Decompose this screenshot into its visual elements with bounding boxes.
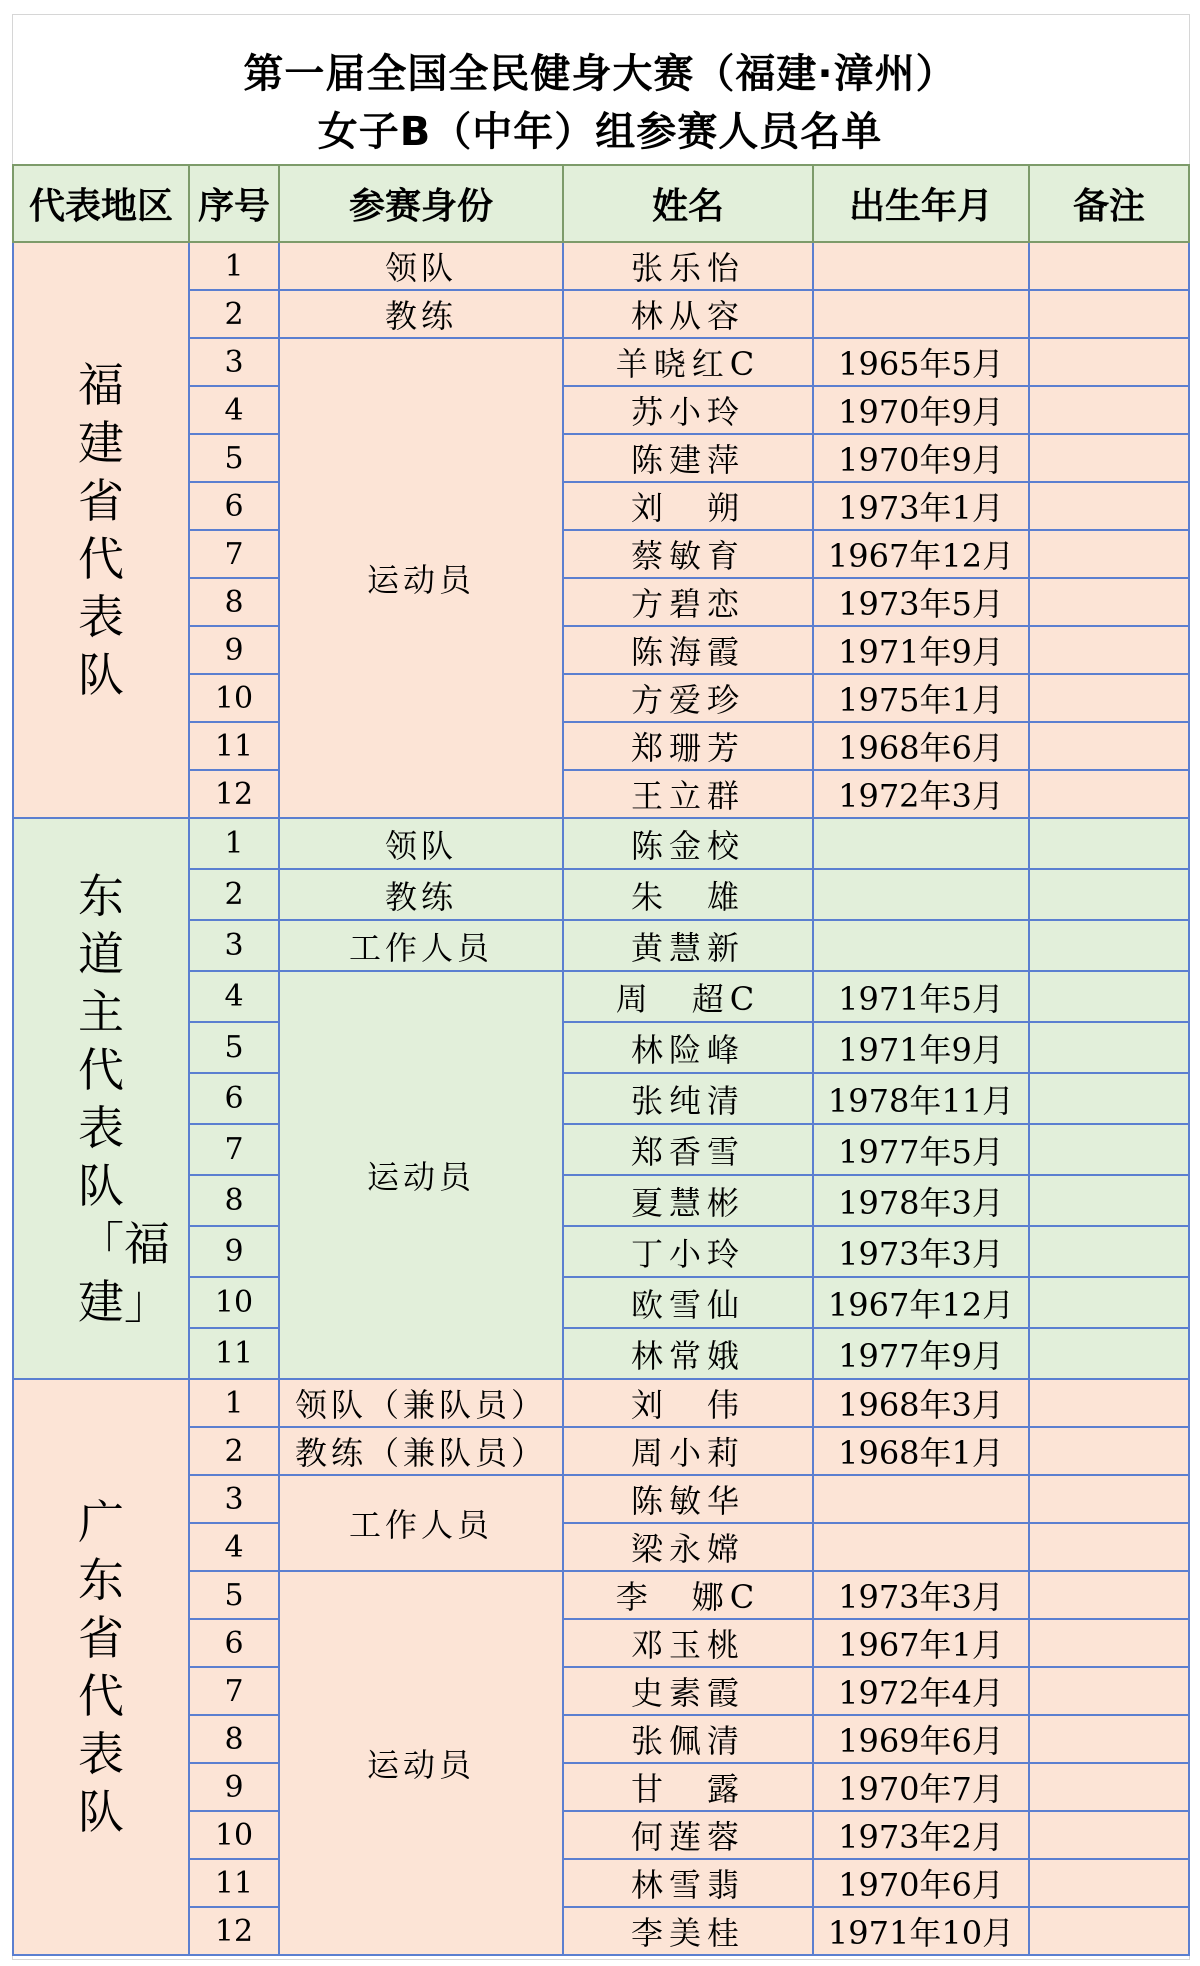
note-cell[interactable] <box>1029 1907 1189 1955</box>
role-cell[interactable]: 领队 <box>279 242 563 290</box>
role-cell[interactable]: 工作人员 <box>279 1475 563 1571</box>
no-cell[interactable]: 6 <box>189 1073 279 1124</box>
name-cell[interactable]: 林常娥 <box>563 1328 813 1379</box>
birth-cell[interactable]: 1968年6月 <box>813 722 1029 770</box>
name-cell[interactable]: 邓玉桃 <box>563 1619 813 1667</box>
note-cell[interactable] <box>1029 530 1189 578</box>
note-cell[interactable] <box>1029 1667 1189 1715</box>
role-cell[interactable]: 教练（兼队员） <box>279 1427 563 1475</box>
table-row <box>13 1571 1189 1619</box>
name-cell[interactable]: 陈金校 <box>563 818 813 869</box>
name-cell[interactable]: 方碧恋 <box>563 578 813 626</box>
no-cell[interactable]: 9 <box>189 1226 279 1277</box>
table-row <box>13 1763 1189 1811</box>
note-cell[interactable] <box>1029 1427 1189 1475</box>
name-cell[interactable]: 丁小玲 <box>563 1226 813 1277</box>
birth-cell[interactable]: 1973年3月 <box>813 1226 1029 1277</box>
role-cell[interactable]: 运动员 <box>279 338 563 818</box>
name-cell[interactable]: 苏小玲 <box>563 386 813 434</box>
header-note[interactable]: 备注 <box>1029 165 1189 242</box>
title-line-1: 第一届全国全民健身大赛（福建·漳州） <box>243 51 957 97</box>
note-cell[interactable] <box>1029 920 1189 971</box>
table-row <box>13 482 1189 530</box>
table-row <box>13 1124 1189 1175</box>
table-row <box>13 1427 1189 1475</box>
region-cell[interactable]: 东道主代表队「福建」 <box>13 818 189 1379</box>
birth-cell[interactable]: 1977年9月 <box>813 1328 1029 1379</box>
name-cell[interactable]: 欧雪仙 <box>563 1277 813 1328</box>
birth-cell[interactable] <box>813 1475 1029 1523</box>
header-name[interactable]: 姓名 <box>563 165 813 242</box>
birth-cell[interactable]: 1971年9月 <box>813 1022 1029 1073</box>
table-row <box>13 1475 1189 1523</box>
note-cell[interactable] <box>1029 1811 1189 1859</box>
birth-cell[interactable]: 1970年9月 <box>813 386 1029 434</box>
name-cell[interactable]: 林雪翡 <box>563 1859 813 1907</box>
no-cell[interactable]: 1 <box>189 818 279 869</box>
name-cell[interactable]: 王立群 <box>563 770 813 818</box>
note-cell[interactable] <box>1029 290 1189 338</box>
birth-cell[interactable] <box>813 242 1029 290</box>
birth-cell[interactable]: 1972年3月 <box>813 770 1029 818</box>
no-cell[interactable]: 12 <box>189 1907 279 1955</box>
table-row <box>13 530 1189 578</box>
birth-cell[interactable]: 1971年10月 <box>813 1907 1029 1955</box>
note-cell[interactable] <box>1029 770 1189 818</box>
region-cell[interactable]: 福建省代表队 <box>13 242 189 818</box>
table-row <box>13 1328 1189 1379</box>
table-row <box>13 971 1189 1022</box>
note-cell[interactable] <box>1029 242 1189 290</box>
no-cell[interactable]: 9 <box>189 626 279 674</box>
no-cell[interactable]: 10 <box>189 674 279 722</box>
note-cell[interactable] <box>1029 1571 1189 1619</box>
header-no[interactable]: 序号 <box>189 165 279 242</box>
note-cell[interactable] <box>1029 1226 1189 1277</box>
name-cell[interactable]: 史素霞 <box>563 1667 813 1715</box>
name-cell[interactable]: 羊晓红C <box>563 338 813 386</box>
table-row <box>13 290 1189 338</box>
no-cell[interactable]: 4 <box>189 386 279 434</box>
header-role[interactable]: 参赛身份 <box>279 165 563 242</box>
birth-cell[interactable]: 1973年1月 <box>813 482 1029 530</box>
no-cell[interactable]: 6 <box>189 482 279 530</box>
birth-cell[interactable]: 1972年4月 <box>813 1667 1029 1715</box>
name-cell[interactable]: 陈建萍 <box>563 434 813 482</box>
no-cell[interactable]: 7 <box>189 530 279 578</box>
birth-cell[interactable] <box>813 920 1029 971</box>
note-cell[interactable] <box>1029 869 1189 920</box>
name-cell[interactable]: 方爱珍 <box>563 674 813 722</box>
role-cell[interactable]: 运动员 <box>279 1571 563 1955</box>
no-cell[interactable]: 2 <box>189 1427 279 1475</box>
no-cell[interactable]: 3 <box>189 920 279 971</box>
header-birth[interactable]: 出生年月 <box>813 165 1029 242</box>
name-cell[interactable]: 陈敏华 <box>563 1475 813 1523</box>
note-cell[interactable] <box>1029 674 1189 722</box>
region-cell[interactable]: 广东省代表队 <box>13 1379 189 1955</box>
no-cell[interactable]: 3 <box>189 1475 279 1523</box>
no-cell[interactable]: 11 <box>189 1328 279 1379</box>
table-row <box>13 1277 1189 1328</box>
name-cell[interactable]: 张纯清 <box>563 1073 813 1124</box>
no-cell[interactable]: 5 <box>189 1571 279 1619</box>
birth-cell[interactable]: 1971年5月 <box>813 971 1029 1022</box>
name-cell[interactable]: 刘 朔 <box>563 482 813 530</box>
table-row <box>13 869 1189 920</box>
header-region[interactable]: 代表地区 <box>13 165 189 242</box>
birth-cell[interactable]: 1975年1月 <box>813 674 1029 722</box>
name-cell[interactable]: 张佩清 <box>563 1715 813 1763</box>
name-cell[interactable]: 甘 露 <box>563 1763 813 1811</box>
birth-cell[interactable]: 1969年6月 <box>813 1715 1029 1763</box>
name-cell[interactable]: 郑珊芳 <box>563 722 813 770</box>
no-cell[interactable]: 11 <box>189 1859 279 1907</box>
birth-cell[interactable]: 1978年3月 <box>813 1175 1029 1226</box>
title-line-2: 女子B（中年）组参赛人员名单 <box>317 109 883 155</box>
name-cell[interactable]: 刘 伟 <box>563 1379 813 1427</box>
note-cell[interactable] <box>1029 434 1189 482</box>
note-cell[interactable] <box>1029 338 1189 386</box>
note-cell[interactable] <box>1029 578 1189 626</box>
note-cell[interactable] <box>1029 482 1189 530</box>
name-cell[interactable]: 黄慧新 <box>563 920 813 971</box>
table-row <box>13 1175 1189 1226</box>
name-cell[interactable]: 周 超C <box>563 971 813 1022</box>
birth-cell[interactable]: 1973年2月 <box>813 1811 1029 1859</box>
note-cell[interactable] <box>1029 1523 1189 1571</box>
birth-cell[interactable]: 1967年12月 <box>813 1277 1029 1328</box>
note-cell[interactable] <box>1029 1175 1189 1226</box>
table-row <box>13 578 1189 626</box>
table-row <box>13 722 1189 770</box>
name-cell[interactable]: 林从容 <box>563 290 813 338</box>
title-block <box>12 14 1188 164</box>
role-cell[interactable]: 领队 <box>279 818 563 869</box>
no-cell[interactable]: 8 <box>189 1175 279 1226</box>
table-row <box>13 770 1189 818</box>
birth-cell[interactable]: 1973年3月 <box>813 1571 1029 1619</box>
note-cell[interactable] <box>1029 626 1189 674</box>
no-cell[interactable]: 7 <box>189 1667 279 1715</box>
role-cell[interactable]: 教练 <box>279 869 563 920</box>
birth-cell[interactable]: 1968年3月 <box>813 1379 1029 1427</box>
no-cell[interactable]: 1 <box>189 242 279 290</box>
role-cell[interactable]: 领队（兼队员） <box>279 1379 563 1427</box>
name-cell[interactable]: 李 娜C <box>563 1571 813 1619</box>
roster-table <box>12 164 1190 1956</box>
no-cell[interactable]: 4 <box>189 971 279 1022</box>
table-row <box>13 920 1189 971</box>
no-cell[interactable]: 7 <box>189 1124 279 1175</box>
name-cell[interactable]: 陈海霞 <box>563 626 813 674</box>
note-cell[interactable] <box>1029 1715 1189 1763</box>
note-cell[interactable] <box>1029 1475 1189 1523</box>
note-cell[interactable] <box>1029 1619 1189 1667</box>
birth-cell[interactable]: 1971年9月 <box>813 626 1029 674</box>
birth-cell[interactable] <box>813 818 1029 869</box>
name-cell[interactable]: 蔡敏育 <box>563 530 813 578</box>
note-cell[interactable] <box>1029 971 1189 1022</box>
note-cell[interactable] <box>1029 1859 1189 1907</box>
name-cell[interactable]: 梁永嫦 <box>563 1523 813 1571</box>
table-row <box>13 1667 1189 1715</box>
table-row <box>13 818 1189 869</box>
no-cell[interactable]: 4 <box>189 1523 279 1571</box>
table-row <box>13 1811 1189 1859</box>
role-cell[interactable]: 工作人员 <box>279 920 563 971</box>
birth-cell[interactable]: 1968年1月 <box>813 1427 1029 1475</box>
note-cell[interactable] <box>1029 818 1189 869</box>
birth-cell[interactable]: 1970年7月 <box>813 1763 1029 1811</box>
birth-cell[interactable]: 1965年5月 <box>813 338 1029 386</box>
note-cell[interactable] <box>1029 1328 1189 1379</box>
birth-cell[interactable]: 1977年5月 <box>813 1124 1029 1175</box>
birth-cell[interactable]: 1978年11月 <box>813 1073 1029 1124</box>
no-cell[interactable]: 12 <box>189 770 279 818</box>
birth-cell[interactable] <box>813 869 1029 920</box>
table-row <box>13 1619 1189 1667</box>
name-cell[interactable]: 郑香雪 <box>563 1124 813 1175</box>
table-row <box>13 338 1189 386</box>
note-cell[interactable] <box>1029 1073 1189 1124</box>
no-cell[interactable]: 10 <box>189 1277 279 1328</box>
no-cell[interactable]: 1 <box>189 1379 279 1427</box>
birth-cell[interactable]: 1973年5月 <box>813 578 1029 626</box>
no-cell[interactable]: 5 <box>189 1022 279 1073</box>
note-cell[interactable] <box>1029 1124 1189 1175</box>
table-row <box>13 386 1189 434</box>
no-cell[interactable]: 9 <box>189 1763 279 1811</box>
table-row <box>13 242 1189 290</box>
header-row <box>13 165 1189 242</box>
no-cell[interactable]: 6 <box>189 1619 279 1667</box>
table-row <box>13 1379 1189 1427</box>
no-cell[interactable]: 8 <box>189 1715 279 1763</box>
no-cell[interactable]: 10 <box>189 1811 279 1859</box>
no-cell[interactable]: 2 <box>189 869 279 920</box>
no-cell[interactable]: 2 <box>189 290 279 338</box>
note-cell[interactable] <box>1029 1277 1189 1328</box>
name-cell[interactable]: 朱 雄 <box>563 869 813 920</box>
table-row <box>13 1859 1189 1907</box>
birth-cell[interactable] <box>813 1523 1029 1571</box>
table-row <box>13 1523 1189 1571</box>
name-cell[interactable]: 夏慧彬 <box>563 1175 813 1226</box>
name-cell[interactable]: 李美桂 <box>563 1907 813 1955</box>
name-cell[interactable]: 林险峰 <box>563 1022 813 1073</box>
note-cell[interactable] <box>1029 1379 1189 1427</box>
no-cell[interactable]: 11 <box>189 722 279 770</box>
note-cell[interactable] <box>1029 386 1189 434</box>
no-cell[interactable]: 5 <box>189 434 279 482</box>
birth-cell[interactable]: 1967年12月 <box>813 530 1029 578</box>
table-row <box>13 1226 1189 1277</box>
table-row <box>13 1715 1189 1763</box>
name-cell[interactable]: 何莲蓉 <box>563 1811 813 1859</box>
role-cell[interactable]: 教练 <box>279 290 563 338</box>
table-row <box>13 1073 1189 1124</box>
birth-cell[interactable]: 1970年6月 <box>813 1859 1029 1907</box>
table-row <box>13 434 1189 482</box>
no-cell[interactable]: 3 <box>189 338 279 386</box>
table-row <box>13 674 1189 722</box>
name-cell[interactable]: 周小莉 <box>563 1427 813 1475</box>
note-cell[interactable] <box>1029 722 1189 770</box>
birth-cell[interactable]: 1970年9月 <box>813 434 1029 482</box>
role-cell[interactable]: 运动员 <box>279 971 563 1379</box>
table-row <box>13 1022 1189 1073</box>
birth-cell[interactable] <box>813 290 1029 338</box>
table-row <box>13 626 1189 674</box>
note-cell[interactable] <box>1029 1763 1189 1811</box>
table-row <box>13 1907 1189 1955</box>
no-cell[interactable]: 8 <box>189 578 279 626</box>
note-cell[interactable] <box>1029 1022 1189 1073</box>
name-cell[interactable]: 张乐怡 <box>563 242 813 290</box>
birth-cell[interactable]: 1967年1月 <box>813 1619 1029 1667</box>
